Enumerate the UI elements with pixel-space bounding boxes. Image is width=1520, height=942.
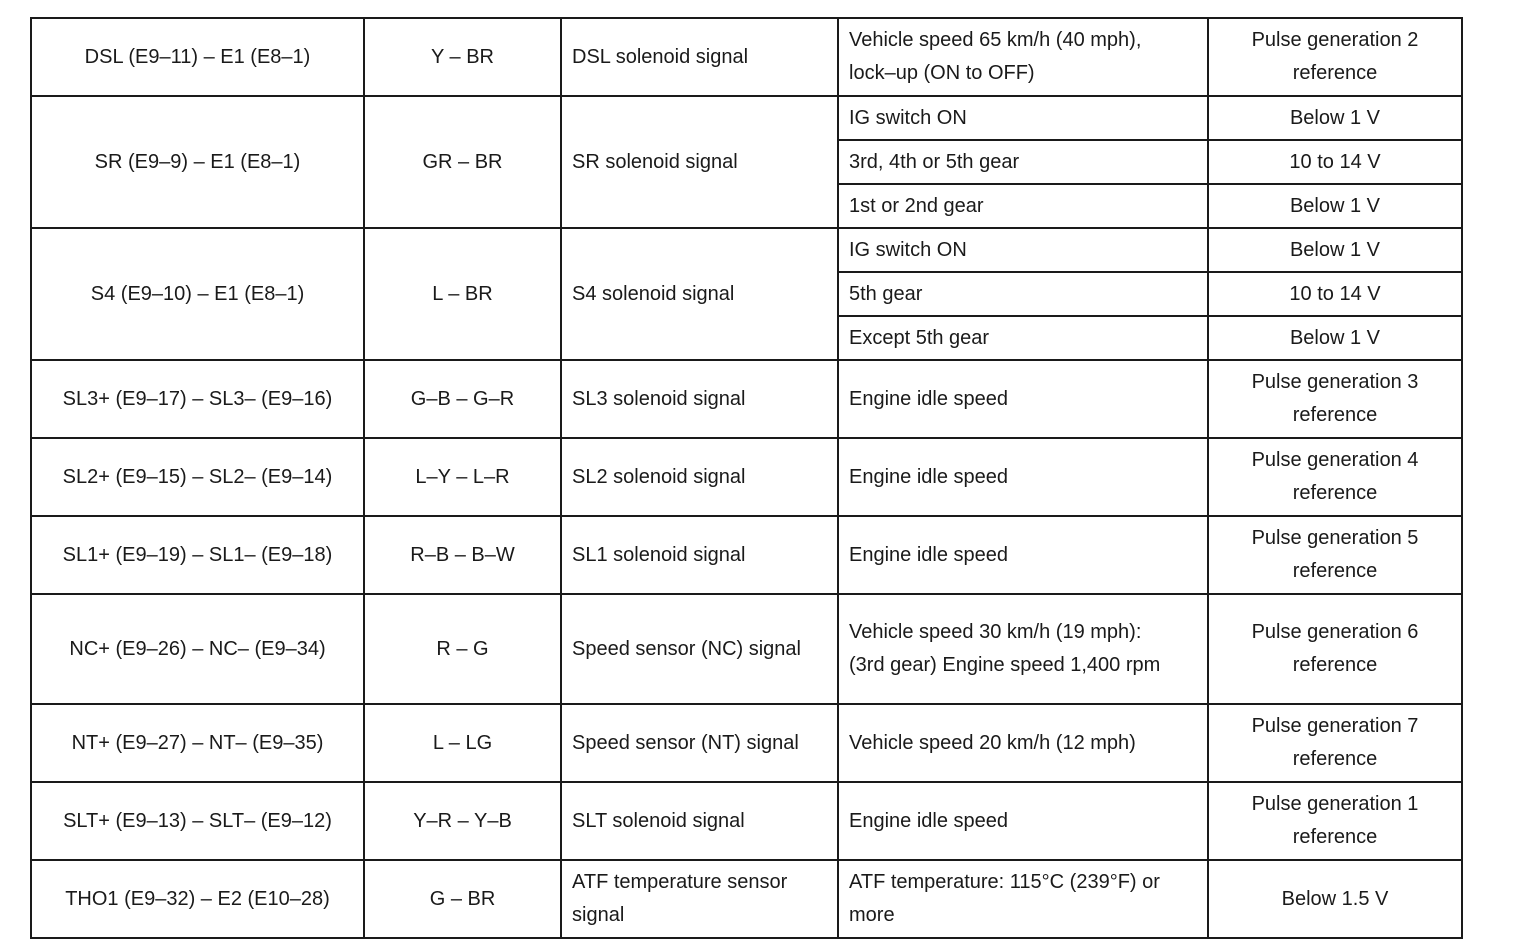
wiring-color-cell: L – LG	[364, 704, 561, 782]
condition-cell: 1st or 2nd gear	[838, 184, 1208, 228]
description-cell: SL2 solenoid signal	[561, 438, 838, 516]
specified-condition-cell: Pulse generation 6 reference	[1208, 594, 1462, 704]
condition-cell: Engine idle speed	[838, 782, 1208, 860]
wiring-color-cell: GR – BR	[364, 96, 561, 228]
table-row	[31, 360, 1462, 438]
terminal-cell: SL2+ (E9–15) – SL2– (E9–14)	[31, 438, 364, 516]
condition-cell: Vehicle speed 65 km/h (40 mph), lock–up (ON to OFF)	[838, 18, 1208, 96]
condition-cell: Vehicle speed 20 km/h (12 mph)	[838, 704, 1208, 782]
specified-condition-cell: Pulse generation 2 reference	[1208, 18, 1462, 96]
table-row	[31, 860, 1462, 938]
wiring-color-cell: Y–R – Y–B	[364, 782, 561, 860]
specified-condition-cell: Below 1 V	[1208, 96, 1462, 140]
terminal-cell: SR (E9–9) – E1 (E8–1)	[31, 96, 364, 228]
specified-condition-cell: Pulse generation 3 reference	[1208, 360, 1462, 438]
wiring-color-cell: L–Y – L–R	[364, 438, 561, 516]
description-cell: ATF temperature sensor signal	[561, 860, 838, 938]
table-row	[31, 782, 1462, 860]
condition-cell: Engine idle speed	[838, 438, 1208, 516]
condition-cell: ATF temperature: 115°C (239°F) or more	[838, 860, 1208, 938]
terminal-cell: SL1+ (E9–19) – SL1– (E9–18)	[31, 516, 364, 594]
specified-condition-cell: Below 1 V	[1208, 184, 1462, 228]
table-row	[31, 516, 1462, 594]
description-cell: SL1 solenoid signal	[561, 516, 838, 594]
table-row	[31, 438, 1462, 516]
specified-condition-cell: Pulse generation 5 reference	[1208, 516, 1462, 594]
terminal-cell: NC+ (E9–26) – NC– (E9–34)	[31, 594, 364, 704]
condition-cell: 5th gear	[838, 272, 1208, 316]
specified-condition-cell: Pulse generation 1 reference	[1208, 782, 1462, 860]
condition-cell: IG switch ON	[838, 228, 1208, 272]
wiring-color-cell: G–B – G–R	[364, 360, 561, 438]
condition-cell: Vehicle speed 30 km/h (19 mph): (3rd gear) Engine speed 1,400 rpm	[838, 594, 1208, 704]
specified-condition-cell: 10 to 14 V	[1208, 272, 1462, 316]
table-row	[31, 594, 1462, 704]
specified-condition-cell: Below 1.5 V	[1208, 860, 1462, 938]
description-cell: SLT solenoid signal	[561, 782, 838, 860]
terminal-cell: SLT+ (E9–13) – SLT– (E9–12)	[31, 782, 364, 860]
wiring-color-cell: R–B – B–W	[364, 516, 561, 594]
condition-cell: 3rd, 4th or 5th gear	[838, 140, 1208, 184]
terminal-cell: NT+ (E9–27) – NT– (E9–35)	[31, 704, 364, 782]
table-row	[31, 228, 1462, 272]
condition-cell: IG switch ON	[838, 96, 1208, 140]
wiring-color-cell: G – BR	[364, 860, 561, 938]
description-cell: SL3 solenoid signal	[561, 360, 838, 438]
specified-condition-cell: Pulse generation 7 reference	[1208, 704, 1462, 782]
table-row	[31, 18, 1462, 96]
terminal-cell: DSL (E9–11) – E1 (E8–1)	[31, 18, 364, 96]
specified-condition-cell: Below 1 V	[1208, 316, 1462, 360]
table-row	[31, 96, 1462, 140]
terminal-inspection-table	[30, 17, 1463, 939]
terminal-cell: S4 (E9–10) – E1 (E8–1)	[31, 228, 364, 360]
description-cell: SR solenoid signal	[561, 96, 838, 228]
wiring-color-cell: R – G	[364, 594, 561, 704]
description-cell: S4 solenoid signal	[561, 228, 838, 360]
specified-condition-cell: Pulse generation 4 reference	[1208, 438, 1462, 516]
wiring-color-cell: Y – BR	[364, 18, 561, 96]
condition-cell: Engine idle speed	[838, 516, 1208, 594]
specified-condition-cell: 10 to 14 V	[1208, 140, 1462, 184]
table-row	[31, 704, 1462, 782]
condition-cell: Except 5th gear	[838, 316, 1208, 360]
condition-cell: Engine idle speed	[838, 360, 1208, 438]
specified-condition-cell: Below 1 V	[1208, 228, 1462, 272]
description-cell: Speed sensor (NC) signal	[561, 594, 838, 704]
terminal-cell: SL3+ (E9–17) – SL3– (E9–16)	[31, 360, 364, 438]
wiring-color-cell: L – BR	[364, 228, 561, 360]
description-cell: Speed sensor (NT) signal	[561, 704, 838, 782]
description-cell: DSL solenoid signal	[561, 18, 838, 96]
terminal-cell: THO1 (E9–32) – E2 (E10–28)	[31, 860, 364, 938]
